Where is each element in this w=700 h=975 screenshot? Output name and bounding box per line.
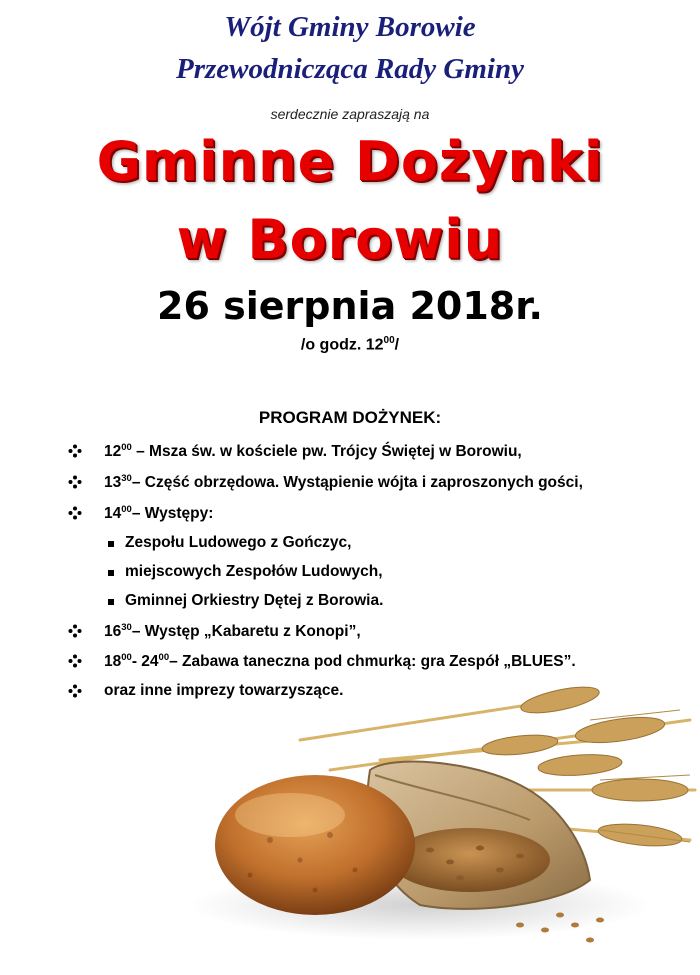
- program-subitem: [0, 561, 700, 585]
- item-description: – Występ „Kabaretu z Konopi”,: [131, 623, 361, 641]
- item-hour: 16: [104, 623, 122, 641]
- subitem-text: Gminnej Orkiestry Dętej z Borowia.: [125, 592, 384, 609]
- item-hour: 14: [104, 505, 122, 523]
- item-minutes-end: 00: [158, 652, 170, 663]
- diamond-dots-icon: [68, 444, 82, 458]
- item-hour: 18: [104, 653, 122, 671]
- program-item: [0, 471, 700, 495]
- program-item-text: [104, 652, 576, 671]
- program-item: [0, 502, 700, 526]
- subitem-text: miejscowych Zespołów Ludowych,: [125, 563, 383, 580]
- diamond-dots-icon: [68, 475, 82, 489]
- organizer-line-2: Przewodnicząca Rady Gminy: [176, 53, 524, 85]
- item-description: – Msza św. w kościele pw. Trójcy Świętej w Borowiu,: [131, 443, 522, 461]
- item-description-end: – Zabawa taneczna pod chmurką: gra Zespół „BLUES”.: [169, 653, 576, 671]
- program-item-text: [104, 622, 361, 641]
- event-hour: [0, 335, 700, 354]
- diamond-dots-icon: [68, 684, 82, 698]
- program-subitem: [0, 532, 700, 556]
- organizer-line-1: Wójt Gminy Borowie: [224, 11, 476, 43]
- item-description: – Występy:: [131, 505, 214, 523]
- program-item: [0, 440, 700, 464]
- program-item: [0, 680, 700, 704]
- program-item: [0, 650, 700, 674]
- item-minutes: 00: [121, 442, 132, 453]
- program-item-text: [104, 504, 213, 523]
- event-date: 26 sierpnia 2018r.: [157, 284, 543, 328]
- square-bullet-icon: [108, 541, 114, 547]
- hour-minutes: 00: [383, 335, 395, 346]
- item-description: - 24: [131, 653, 159, 671]
- item-hour: 13: [104, 474, 122, 492]
- item-minutes: 00: [121, 504, 132, 515]
- diamond-dots-icon: [68, 624, 82, 638]
- hour-prefix: /o godz. 12: [300, 336, 384, 354]
- event-title-line-1: Gminne Dożynki: [96, 130, 604, 193]
- program-item-text: [104, 473, 583, 492]
- hour-suffix: /: [394, 336, 400, 354]
- program-item: [0, 620, 700, 644]
- item-minutes: 30: [121, 473, 132, 484]
- program-item-text: [104, 442, 522, 461]
- event-title-line-2: w Borowiu: [176, 208, 504, 271]
- item-description: oraz inne imprezy towarzyszące.: [104, 682, 344, 699]
- diamond-dots-icon: [68, 654, 82, 668]
- square-bullet-icon: [108, 599, 114, 605]
- item-hour: 12: [104, 443, 122, 461]
- item-minutes: 00: [121, 652, 132, 663]
- subitem-text: Zespołu Ludowego z Gończyc,: [125, 534, 352, 551]
- program-heading: PROGRAM DOŻYNEK:: [258, 408, 442, 427]
- item-description: – Część obrzędowa. Wystąpienie wójta i zaproszonych gości,: [131, 474, 583, 492]
- diamond-dots-icon: [68, 506, 82, 520]
- item-minutes: 30: [121, 622, 132, 633]
- square-bullet-icon: [108, 570, 114, 576]
- invitation-text: serdecznie zapraszają na: [270, 106, 430, 122]
- program-subitem: [0, 590, 700, 614]
